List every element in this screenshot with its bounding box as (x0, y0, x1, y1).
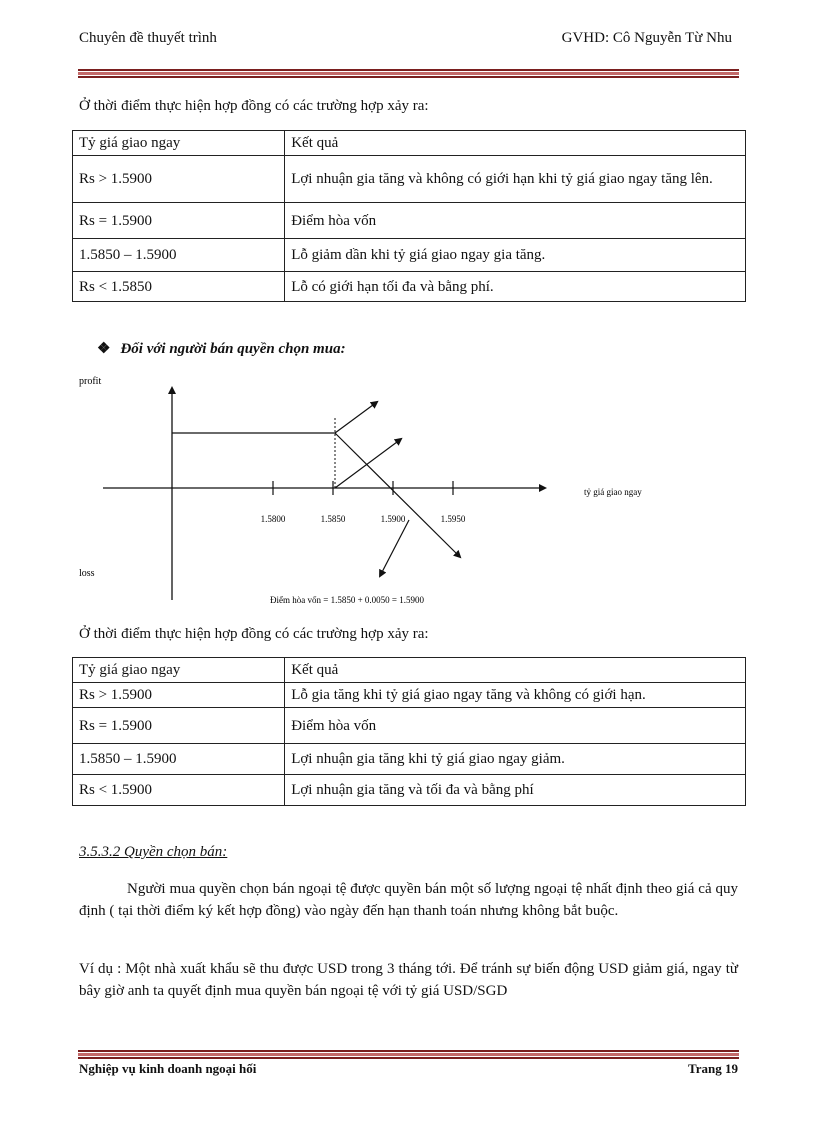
paragraph-1: Người mua quyền chọn bán ngoại tệ được quyền bán một số lượng ngoại tệ nhất định theo giá cả quy định ( tại thời điểm ký kết hợp đồng) vào ngày đến hạn thanh toán nhưng không bắt buộc. (79, 881, 738, 919)
table-cell: Lợi nhuận gia tăng và tối đa và bằng phí (285, 775, 746, 806)
seller-payoff-line (335, 433, 460, 557)
outcome-table-1 (72, 130, 746, 302)
upper-arrow-1 (335, 402, 377, 433)
table-cell: Rs > 1.5900 (73, 683, 285, 708)
table-header-cell: Tỷ giá giao ngay (73, 658, 285, 683)
table-row (73, 775, 746, 806)
table-cell: Rs = 1.5900 (73, 203, 285, 239)
x-tick-label: 1.5900 (380, 514, 406, 524)
profit-axis-label: profit (79, 376, 102, 387)
x-tick-label: 1.5850 (320, 514, 346, 524)
table-cell: Rs = 1.5900 (73, 708, 285, 744)
table-header-row (73, 131, 746, 156)
table-header-row (73, 658, 746, 683)
footer-left: Nghiệp vụ kinh doanh ngoại hối (79, 1061, 257, 1076)
outcome-table-2 (72, 657, 746, 806)
table-row (73, 272, 746, 302)
intro-text-2: Ở thời điểm thực hiện hợp đồng có các trường hợp xảy ra: (79, 626, 429, 642)
table-row (73, 239, 746, 272)
table-header-cell: Kết quả (285, 131, 746, 156)
table-cell: Điểm hòa vốn (285, 203, 746, 239)
table-cell: Điểm hòa vốn (285, 708, 746, 744)
intro-text-1: Ở thời điểm thực hiện hợp đồng có các trường hợp xảy ra: (79, 98, 429, 114)
table-row (73, 203, 746, 239)
loss-axis-label: loss (79, 568, 95, 579)
table-cell: Lợi nhuận gia tăng khi tỷ giá giao ngay giảm. (285, 744, 746, 775)
bullet-heading (97, 339, 346, 358)
x-tick-label: 1.5800 (260, 514, 286, 524)
page-number: Trang 19 (688, 1061, 738, 1076)
table-cell: Rs < 1.5850 (73, 272, 285, 302)
table-cell: Lỗ gia tăng khi tỷ giá giao ngay tăng và không có giới hạn. (285, 683, 746, 708)
table-row (73, 708, 746, 744)
table-cell: Lỗ có giới hạn tối đa và bằng phí. (285, 272, 746, 302)
table-cell: 1.5850 – 1.5900 (73, 744, 285, 775)
header-right: GVHD: Cô Nguyễn Từ Nhu (561, 30, 732, 46)
table-header-cell: Kết quả (285, 658, 746, 683)
paragraph-2: Ví dụ : Một nhà xuất khẩu sẽ thu được USD trong 3 tháng tới. Để tránh sự biến động USD giảm giá, ngay từ bây giờ anh ta quyết định mua quyền bán ngoại tệ với tỷ giá USD/SGD (79, 961, 738, 999)
table-row (73, 156, 746, 203)
bullet-heading-text: Đối với người bán quyền chọn mua: (120, 341, 346, 357)
header-rule (78, 69, 739, 78)
upper-arrow-2 (335, 439, 401, 488)
breakeven-annotation: Điểm hòa vốn = 1.5850 + 0.0050 = 1.5900 (270, 595, 424, 605)
table-cell: 1.5850 – 1.5900 (73, 239, 285, 272)
diamond-bullet-icon: ❖ (97, 341, 111, 357)
x-tick-label: 1.5950 (440, 514, 466, 524)
table-row (73, 744, 746, 775)
table-cell: Rs > 1.5900 (73, 156, 285, 203)
section-heading: 3.5.3.2 Quyền chọn bán: (79, 844, 228, 860)
table-cell: Lỗ giảm dần khi tỷ giá giao ngay gia tăng. (285, 239, 746, 272)
table-cell: Lợi nhuận gia tăng và không có giới hạn khi tỷ giá giao ngay tăng lên. (285, 156, 746, 203)
header-left: Chuyên đề thuyết trình (79, 30, 217, 46)
payoff-chart (0, 360, 816, 610)
footer-rule (78, 1050, 739, 1059)
table-row (73, 683, 746, 708)
table-cell: Rs < 1.5900 (73, 775, 285, 806)
breakeven-pointer-arrow (380, 520, 409, 576)
table-header-cell: Tỷ giá giao ngay (73, 131, 285, 156)
x-axis-label: tỷ giá giao ngay (584, 487, 642, 497)
